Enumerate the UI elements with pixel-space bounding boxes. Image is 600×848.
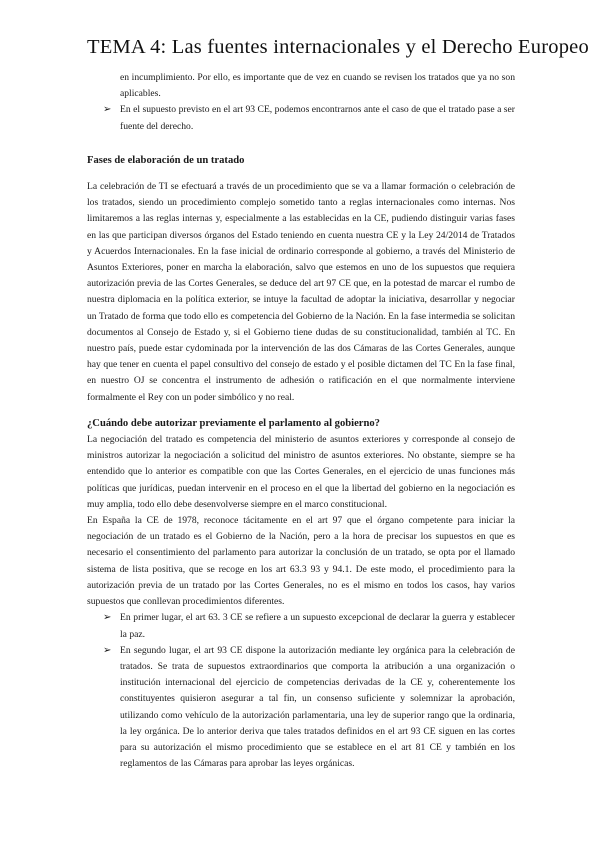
arrow-bullet-icon: ➢ bbox=[103, 612, 112, 624]
arrow-bullet-icon: ➢ bbox=[103, 644, 112, 656]
arrow-bullet-icon: ➢ bbox=[103, 104, 112, 116]
page-header-title: TEMA 4: Las fuentes internacionales y el Derecho Europeo bbox=[87, 36, 589, 58]
section-heading-authorization: ¿Cuándo debe autorizar previamente el parlamento al gobierno? bbox=[87, 417, 380, 429]
paragraph-phases: La celebración de TI se efectuará a través de un procedimiento que se va a llamar formación o celebración de los tratados, siendo un procedimiento complejo sometido tanto a reglas internacionales como internas. Nos limitaremos a las reglas internas y, especialmente a las establecidas en la CE, pudiendo distinguir varias fases en las que participan diversos órganos del Estado teniendo en cuenta nuestra CE y la Ley 24/2014 de Tratados y Acuerdos Internacionales. En la fase inicial de ordinario corresponde al gobierno, a través del Ministerio de Asuntos Exteriores, poner en marcha la elaboración, salvo que estemos en uno de los supuestos que requiera autorización previa de las Cortes Generales, se deduce del art 97 CE que, en la potestad de marcar el rumbo de nuestra diplomacia en la política exterior, se intuye la facultad de adoptar la iniciativa, desarrollar y negociar un Tratado de forma que todo ello es competencia del Gobierno de la Nación. En la fase intermedia se solicitan documentos al Consejo de Estado y, si el Gobierno tiene dudas de su constitucionalidad, también al TC. En nuestro país, puede estar cydominada por la intervención de las dos Cámaras de las Cortes Generales, aunque hay que tener en cuenta el papel consultivo del consejo de estado y el posible dictamen del TC En la fase final, en nuestro OJ se concentra el instrumento de adhesión o ratificación en el que normalmente interviene formalmente el Rey con un poder simbólico y no real. bbox=[87, 181, 515, 403]
continued-bullet-text: en incumplimiento. Por ello, es importante que de vez en cuando se revisen los tratados que ya no son aplicables. bbox=[120, 72, 515, 100]
paragraph-negotiation: La negociación del tratado es competencia del ministerio de asuntos exteriores y corresponde al consejo de ministros autorizar la negociación a solicitud del ministro de asuntos exteriores. No obstante, siempre se ha entendido que lo anterior es compatible con que las Cortes Generales, en el ejercicio de unas funciones más políticas que jurídicas, puedan intervenir en el proceso en el que la libertad del gobierno en la negociación es muy amplia, todo ello debe desenvolverse siempre en el marco constitucional. bbox=[87, 434, 515, 510]
document-body bbox=[87, 70, 515, 772]
bullet-text: En segundo lugar, el art 93 CE dispone la autorización mediante ley orgánica para la celebración de tratados. Se trata de supuestos extraordinarios que comporta la atribución a una organización o institución internacional del ejercicio de competencias derivadas de la CE y, coherentemente los constituyentes quisieron asegurar a tal fin, un consenso suficiente y solemnizar la aprobación, utilizando como vehículo de la autorización parlamentaria, una ley de superior rango que la ordinaria, la ley orgánica. De lo anterior deriva que tales tratados definidos en el art 93 CE siguen en las cortes para su autorización el mismo procedimiento que se establece en el art 81 CE y también en los reglamentos de las Cámaras para aprobar las leyes orgánicas. bbox=[120, 644, 515, 770]
paragraph-spain-ce: En España la CE de 1978, reconoce tácitamente en el art 97 que el órgano competente para iniciar la negociación de un tratado es el Gobierno de la Nación, pero a la hora de precisar los supuestos en que es necesario el consentimiento del parlamento para autorizar la conclusión de un tratado, se opta por el llamado sistema de lista positiva, que se recoge en los art 63.3 93 y 94.1. De este modo, el procedimiento para la autorización previa de un tratado por las Cortes Generales, no es el mismo en todos los casos, hay varios supuestos que conllevan procedimientos diferentes. bbox=[87, 515, 515, 608]
bullet-item bbox=[87, 102, 515, 134]
section-heading-phases: Fases de elaboración de un tratado bbox=[87, 154, 245, 166]
bullet-item bbox=[87, 610, 515, 642]
bullet-item bbox=[87, 643, 515, 773]
bullet-text: En el supuesto previsto en el art 93 CE, podemos encontrarnos ante el caso de que el tratado pase a ser fuente del derecho. bbox=[120, 104, 515, 132]
bullet-text: En primer lugar, el art 63. 3 CE se refiere a un supuesto excepcional de declarar la guerra y establecer la paz. bbox=[120, 612, 515, 640]
